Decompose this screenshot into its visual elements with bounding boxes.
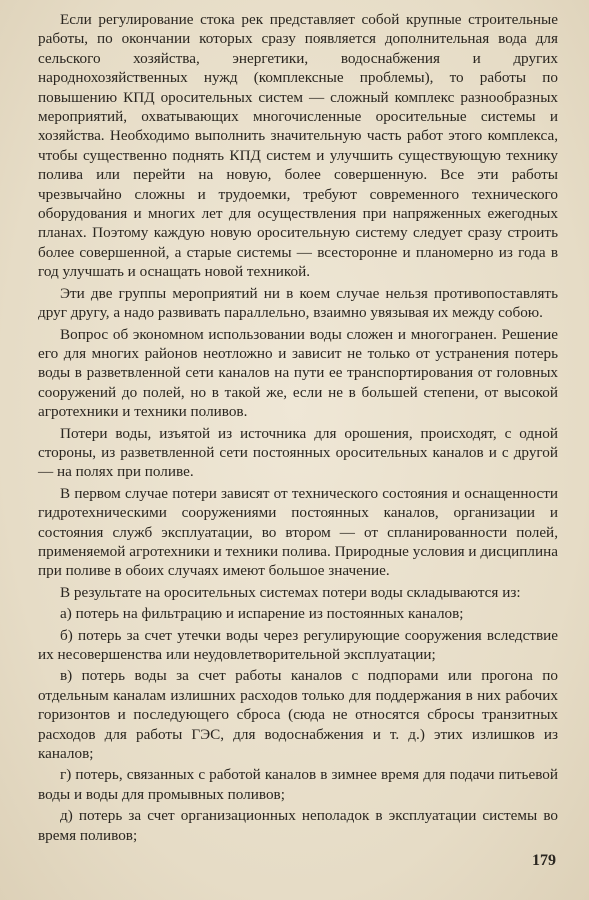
- list-item: а) потерь на фильтрацию и испарение из постоянных каналов;: [60, 605, 464, 623]
- list-item: г) потерь, связанных с работой каналов в зимнее время для подачи питьевой воды и воды для промывных поливов;: [38, 766, 558, 803]
- list-item: в) потерь воды за счет работы каналов с подпорами или прогона по отдельным каналам излишних расходов только для поддержания в них рабочих горизонтов и последующего сброса (сюда не относятся сбросы транзитных расходов для работы ГЭС, для водоснабжения и т. д.) этих излишков из каналов;: [38, 667, 558, 763]
- paragraph: Если регулирование стока рек представляет собой крупные строительные работы, по окончании которых сразу появляется дополнительная вода для сельского хозяйства, энергетики, водоснабжения и других народнохозяйственных нужд (комплексные проблемы), то работы по повышению КПД оросительных систем — сложный комплекс разнообразных мероприятий, охватывающих многочисленные оросительные системы и хозяйства. Необходимо выполнить значительную часть работ этого комплекса, чтобы существенно поднять КПД систем и улучшить существующую технику полива или перейти на новую, более совершенную. Все эти работы чрезвычайно сложны и трудоемки, требуют современного технического оборудования и многих лет для осуществления при напряженных ежегодных планах. Поэтому каждую новую оросительную систему следует сразу строить более совершенной, а старые системы — всесторонне и планомерно из года в год улучшать и оснащать новой техникой.: [38, 11, 558, 281]
- page-number: 179: [532, 852, 556, 869]
- paragraph: В первом случае потери зависят от технического состояния и оснащенности гидротехническими сооружениями постоянных каналов, организации и состояния служб эксплуатации, во втором — от спланированности полей, применяемой агротехники и техники полива. Природные условия и дисциплина при поливе в обоих случаях имеют большое значение.: [38, 484, 558, 580]
- list-item: б) потерь за счет утечки воды через регулирующие сооружения вследствие их несовершенства или неудовлетворительной эксплуатации;: [38, 626, 558, 663]
- page-text: [38, 10, 558, 845]
- paragraph: Эти две группы мероприятий ни в коем случае нельзя противопоставлять друг другу, а надо развивать параллельно, взаимно увязывая их между собою.: [38, 284, 558, 322]
- paragraph: Вопрос об экономном использовании воды сложен и многогранен. Решение его для многих районов неотложно и зависит не только от устранения потерь воды в разветвленной сети каналов на пути ее транспортирования от головных сооружений до полей, но в такой же, если не в большей степени, от высокой агротехники и техники поливов.: [38, 325, 558, 421]
- paragraph: В результате на оросительных системах потери воды складываются из:: [60, 583, 521, 601]
- paragraph: Потери воды, изъятой из источника для орошения, происходят, с одной стороны, из разветвленной сети постоянных оросительных каналов и с другой — на полях при поливе.: [38, 424, 558, 481]
- list-item: д) потерь за счет организационных неполадок в эксплуатации системы во время поливов;: [38, 807, 558, 844]
